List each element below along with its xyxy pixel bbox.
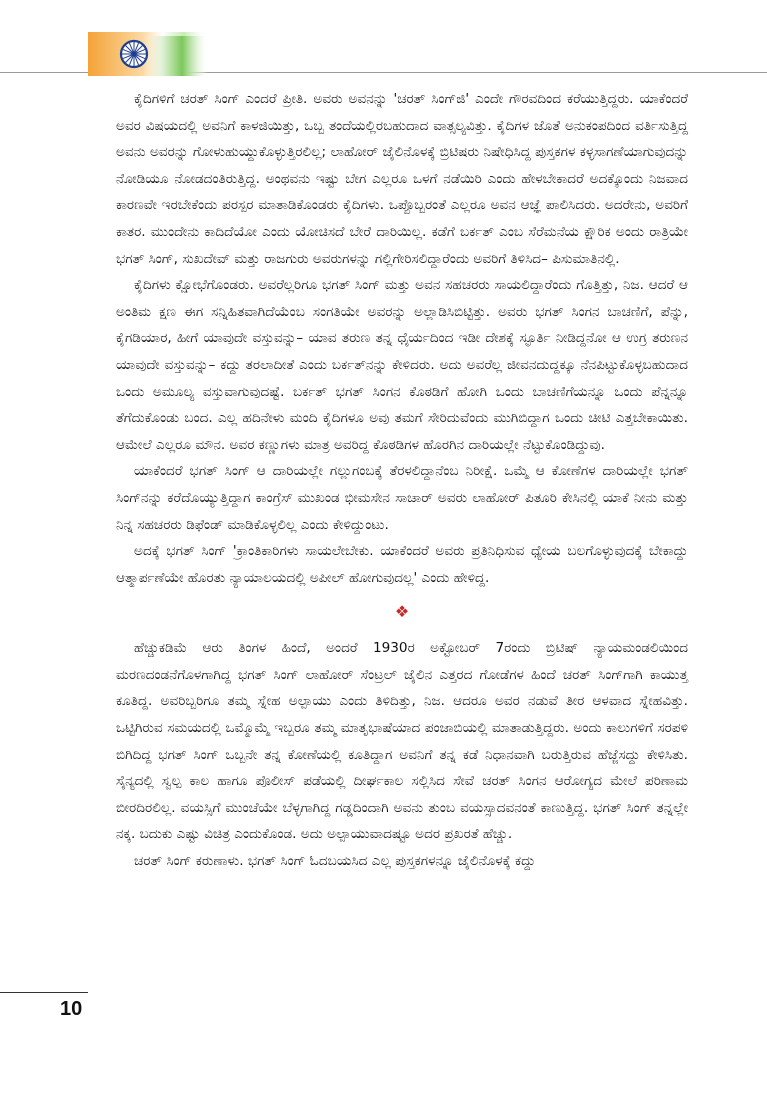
- ashoka-chakra-icon: [121, 41, 147, 67]
- page-number: 10: [60, 998, 83, 1020]
- footer-rule: [0, 992, 88, 993]
- paragraph: ಕೈದಿಗಳು ಕ್ಷೋಭೆಗೊಂಡರು. ಅವರೆಲ್ಲರಿಗೂ ಭಗತ್ ಸಿಂಗ್ ಮತ್ತು ಅವನ ಸಹಚರರು ಸಾಯಲಿದ್ದಾರೆಂದು ಗೊತ್ತಿತ್ತು, ನಿಜ. ಆದರೆ ಆ ಅಂತಿಮ ಕ್ಷಣ ಈಗ ಸನ್ನಿಹಿತವಾಗಿದೆಯೆಂಬ ಸಂಗತಿಯೇ ಅವರನ್ನು ಅಲ್ಲಾಡಿಸಿಬಿಟ್ಟಿತ್ತು. ಅವರು ಭಗತ್ ಸಿಂಗನ ಬಾಚಣಿಗೆ, ಪೆನ್ನು, ಕೈಗಡಿಯಾರ, ಹೀಗೆ ಯಾವುದೇ ವಸ್ತುವನ್ನು– ಯಾವ ತರುಣ ತನ್ನ ಧೈರ್ಯದಿಂದ ಇಡೀ ದೇಶಕ್ಕೆ ಸ್ಫೂರ್ತಿ ನೀಡಿದ್ದನೋ ಆ ಉಗ್ರ ತರುಣನ ಯಾವುದೇ ವಸ್ತುವನ್ನು– ಕದ್ದು ತರಲಾದೀತೆ ಎಂದು ಬರ್ಕತ್‌ನನ್ನು ಕೇಳಿದರು. ಅದು ಅವರೆಲ್ಲ ಜೀವನದುದ್ದಕ್ಕೂ ನೆನಪಿಟ್ಟುಕೊಳ್ಳಬಹುದಾದ ಒಂದು ಅಮೂಲ್ಯ ವಸ್ತುವಾಗುವುದಷ್ಟೆ. ಬರ್ಕತ್ ಭಗತ್ ಸಿಂಗನ ಕೊಠಡಿಗೆ ಹೋಗಿ ಒಂದು ಬಾಚಣಿಗೆಯನ್ನೂ ಒಂದು ಪೆನ್ನನ್ನೂ ತೆಗೆದುಕೊಂಡು ಬಂದ. ಎಲ್ಲ ಹದಿನೇಳು ಮಂದಿ ಕೈದಿಗಳೂ ಅವು ತಮಗೆ ಸೇರಿದುವೆಂದು ಮುಗಿಬಿದ್ದಾಗ ಒಂದು ಚೀಟಿ ಎತ್ತಬೇಕಾಯಿತು. ಆಮೇಲೆ ಎಲ್ಲರೂ ಮೌನ. ಅವರ ಕಣ್ಣುಗಳು ಮಾತ್ರ ಅವರಿದ್ದ ಕೊಠಡಿಗಳ ಹೊರಗಿನ ದಾರಿಯಲ್ಲೇ ನೆಟ್ಟುಕೊಂಡಿದ್ದುವು.: [116, 277, 688, 453]
- paragraph: ಹೆಚ್ಚುಕಡಿಮೆ ಆರು ತಿಂಗಳ ಹಿಂದೆ, ಅಂದರೆ 1930ರ ಅಕ್ಟೋಬರ್ 7ರಂದು ಬ್ರಿಟಿಷ್ ನ್ಯಾಯಮಂಡಲಿಯಿಂದ ಮರಣದಂಡನೆಗೊಳಗಾಗಿದ್ದ ಭಗತ್ ಸಿಂಗ್ ಲಾಹೋರ್ ಸೆಂಟ್ರಲ್ ಜೈಲಿನ ಎತ್ತರದ ಗೋಡೆಗಳ ಹಿಂದೆ ಚರತ್ ಸಿಂಗ್‌ಗಾಗಿ ಕಾಯುತ್ತ ಕೂತಿದ್ದ. ಅವರಿಬ್ಬರಿಗೂ ತಮ್ಮ ಸ್ನೇಹ ಅಲ್ಪಾಯು ಎಂದು ತಿಳಿದಿತ್ತು, ನಿಜ. ಆದರೂ ಅವರ ನಡುವೆ ತೀರ ಆಳವಾದ ಸ್ನೇಹವಿತ್ತು. ಒಟ್ಟಿಗಿರುವ ಸಮಯದಲ್ಲಿ ಒಮ್ಮೊಮ್ಮೆ ಇಬ್ಬರೂ ತಮ್ಮ ಮಾತೃಭಾಷೆಯಾದ ಪಂಜಾಬಿಯಲ್ಲಿ ಮಾತಾಡುತ್ತಿದ್ದರು. ಅಂದು ಕಾಲುಗಳಿಗೆ ಸರಪಳಿ ಬಿಗಿದಿದ್ದ ಭಗತ್ ಸಿಂಗ್ ಒಬ್ಬನೇ ತನ್ನ ಕೋಣೆಯಲ್ಲಿ ಕೂತಿದ್ದಾಗ ಅವನಿಗೆ ತನ್ನ ಕಡೆ ನಿಧಾನವಾಗಿ ಬರುತ್ತಿರುವ ಹೆಜ್ಜೆಸದ್ದು ಕೇಳಿಸಿತು. ಸೈನ್ಯದಲ್ಲಿ ಸ್ವಲ್ಪ ಕಾಲ ಹಾಗೂ ಪೊಲೀಸ್ ಪಡೆಯಲ್ಲಿ ದೀರ್ಘಕಾಲ ಸಲ್ಲಿಸಿದ ಸೇವೆ ಚರತ್ ಸಿಂಗನ ಆರೋಗ್ಯದ ಮೇಲೆ ಪರಿಣಾಮ ಬೀರದಿರಲಿಲ್ಲ. ವಯಸ್ಸಿಗೆ ಮುಂಚೆಯೇ ಬೆಳ್ಳಗಾಗಿದ್ದ ಗಡ್ಡದಿಂದಾಗಿ ಅವನು ತುಂಬ ವಯಸ್ಸಾದವನಂತೆ ಕಾಣುತ್ತಿದ್ದ. ಭಗತ್ ಸಿಂಗ್ ತನ್ನಲ್ಲೇ ನಕ್ಕ. ಬದುಕು ಎಷ್ಟು ವಿಚಿತ್ರ ಎಂದುಕೊಂಡ. ಅದು ಅಲ್ಪಾಯುವಾದಷ್ಟೂ ಅದರ ಪ್ರಖರತೆ ಹೆಚ್ಚು.: [116, 640, 688, 843]
- paragraph: ಯಾಕೆಂದರೆ ಭಗತ್ ಸಿಂಗ್ ಆ ದಾರಿಯಲ್ಲೇ ಗಲ್ಲುಗಂಬಕ್ಕೆ ತೆರಳಲಿದ್ದಾನೆಂಬ ನಿರೀಕ್ಷೆ. ಒಮ್ಮೆ ಆ ಕೋಣೆಗಳ ದಾರಿಯಲ್ಲೇ ಭಗತ್ ಸಿಂಗ್‌ನನ್ನು ಕರೆದೊಯ್ಯುತ್ತಿದ್ದಾಗ ಕಾಂಗ್ರೆಸ್ ಮುಖಂಡ ಭೀಮಸೇನ ಸಾಚಾರ್ ಅವರು ಲಾಹೋರ್ ಪಿತೂರಿ ಕೇಸಿನಲ್ಲಿ ಯಾಕೆ ನೀನು ಮತ್ತು ನಿನ್ನ ಸಹಚರರು ಡಿಫೆಂಡ್ ಮಾಡಿಕೊಳ್ಳಲಿಲ್ಲ ಎಂದು ಕೇಳಿದ್ದುಂಟು.: [116, 463, 688, 533]
- flag-chakra-icon: [88, 32, 208, 76]
- paragraph: ಅದಕ್ಕೆ ಭಗತ್ ಸಿಂಗ್ 'ಕ್ರಾಂತಿಕಾರಿಗಳು ಸಾಯಲೇಬೇಕು. ಯಾಕೆಂದರೆ ಅವರು ಪ್ರತಿನಿಧಿಸುವ ಧ್ಯೇಯ ಬಲಗೊಳ್ಳುವುದಕ್ಕೆ ಬೇಕಾದ್ದು ಆತ್ಮಾರ್ಪಣೆಯೇ ಹೊರತು ನ್ಯಾಯಾಲಯದಲ್ಲಿ ಅಪೀಲ್ ಹೋಗುವುದಲ್ಲ' ಎಂದು ಹೇಳಿದ್ದ.: [116, 543, 688, 586]
- paragraph: ಚರತ್ ಸಿಂಗ್ ಕರುಣಾಳು. ಭಗತ್ ಸಿಂಗ್ ಓದಬಯಸಿದ ಎಲ್ಲ ಪುಸ್ತಕಗಳನ್ನೂ ಜೈಲಿನೊಳಕ್ಕೆ ಕದ್ದು: [134, 853, 536, 870]
- article-body: [116, 86, 688, 875]
- section-ornament-icon: ❖: [394, 602, 410, 622]
- paragraph: ಕೈದಿಗಳಿಗೆ ಚರತ್ ಸಿಂಗ್ ಎಂದರೆ ಪ್ರೀತಿ. ಅವರು ಅವನನ್ನು 'ಚರತ್ ಸಿಂಗ್‌ಜಿ' ಎಂದೇ ಗೌರವದಿಂದ ಕರೆಯುತ್ತಿದ್ದರು. ಯಾಕೆಂದರೆ ಅವರ ವಿಷಯದಲ್ಲಿ ಅವನಿಗೆ ಕಾಳಜಿಯಿತ್ತು, ಒಬ್ಬ ತಂದೆಯಲ್ಲಿರಬಹುದಾದ ವಾತ್ಸಲ್ಯವಿತ್ತು. ಕೈದಿಗಳ ಜೊತೆ ಅನುಕಂಪದಿಂದ ವರ್ತಿಸುತ್ತಿದ್ದ ಅವನು ಅವರನ್ನು ಗೋಳುಹುಯ್ದುಕೊಳ್ಳುತ್ತಿರಲಿಲ್ಲ; ಲಾಹೋರ್ ಜೈಲಿನೊಳಕ್ಕೆ ಬ್ರಿಟಿಷರು ನಿಷೇಧಿಸಿದ್ದ ಪುಸ್ತಕಗಳ ಕಳ್ಳಸಾಗಣೆಯಾಗುವುದನ್ನು ನೋಡಿಯೂ ನೋಡದಂತಿರುತ್ತಿದ್ದ. ಅಂಥವನು ಇಷ್ಟು ಬೇಗ ಎಲ್ಲರೂ ಒಳಗೆ ನಡೆಯಿರಿ ಎಂದು ಹೇಳಬೇಕಾದರೆ ಅದಕ್ಕೊಂದು ನಿಜವಾದ ಕಾರಣವೇ ಇರಬೇಕೆಂದು ಪರಸ್ಪರ ಮಾತಾಡಿಕೊಂಡರು ಕೈದಿಗಳು. ಒಪ್ಪೊಬ್ಬರಂತೆ ಎಲ್ಲರೂ ಅವನ ಆಜ್ಞೆ ಪಾಲಿಸಿದರು. ಅದರೇನು, ಅವರಿಗೆ ಕಾತರ. ಮುಂದೇನು ಕಾದಿದೆಯೋ ಎಂದು ಯೋಚಿಸದೆ ಬೇರೆ ದಾರಿಯಿಲ್ಲ. ಕಡೆಗೆ ಬರ್ಕತ್ ಎಂಬ ಸೆರೆಮನೆಯ ಕ್ಷೌರಿಕ ಅಂದು ರಾತ್ರಿಯೇ ಭಗತ್ ಸಿಂಗ್, ಸುಖದೇವ್ ಮತ್ತು ರಾಜಗುರು ಅವರುಗಳನ್ನು ಗಲ್ಲಿಗೇರಿಸಲಿದ್ದಾರೆಂದು ಅವರಿಗೆ ತಿಳಿಸಿದ– ಪಿಸುಮಾತಿನಲ್ಲಿ.: [116, 91, 688, 267]
